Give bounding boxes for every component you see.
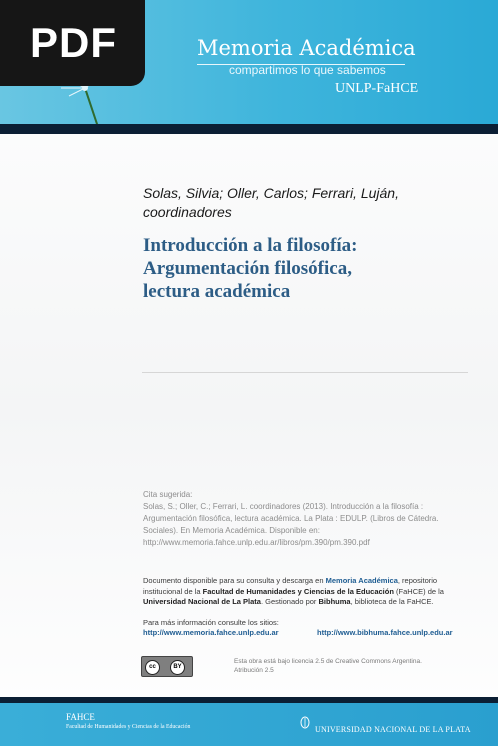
license-line: Esta obra está bajo licencia 2.5 de Creative Commons Argentina.: [234, 658, 422, 665]
citation-line: Solas, S.; Oller, C.; Ferrari, L. coordinadores (2013). Introducción a la filosofía :: [143, 502, 424, 511]
license-text: [234, 657, 474, 675]
memoria-link[interactable]: Memoria Académica: [325, 576, 398, 585]
pdf-badge: [0, 0, 145, 86]
title-line: Introducción a la filosofía:: [143, 235, 358, 256]
fahce-subtitle: Facultad de Humanidades y Ciencias de la Educación: [66, 724, 191, 730]
fahce-logo-text: FAHCE: [66, 712, 95, 722]
title-line: Argumentación filosófica,: [143, 258, 352, 279]
section-divider: [142, 372, 468, 373]
authors-line: Solas, Silvia; Oller, Carlos; Ferrari, Luján,: [143, 185, 399, 201]
citation-line: Argumentación filosófica, lectura académica. La Plata : EDULP. (Libros de Cátedra.: [143, 514, 439, 523]
authors-line: coordinadores: [143, 204, 232, 220]
pdf-badge-label: PDF: [30, 19, 117, 66]
unlp-name: UNIVERSIDAD NACIONAL DE LA PLATA: [315, 725, 471, 734]
attribution-icon: BY: [170, 660, 185, 675]
availability-line: institucional de la Facultad de Humanidades y Ciencias de la Educación (FaHCE) de la: [143, 586, 444, 596]
citation-label: Cita sugerida:: [143, 490, 193, 499]
citation-line: Sociales). En Memoria Académica. Disponible en:: [143, 526, 320, 535]
license-line: Atribución 2.5: [234, 667, 274, 674]
header-stripe: [0, 124, 498, 134]
authors: [143, 184, 463, 222]
availability-line: Documento disponible para su consulta y descarga en Memoria Académica, repositorio: [143, 576, 438, 585]
suggested-citation: [143, 489, 468, 549]
brand-tagline: compartimos lo que sabemos: [229, 63, 386, 77]
availability-note: [143, 576, 478, 608]
unlp-emblem-icon: [300, 716, 310, 729]
title-line: lectura académica: [143, 281, 291, 302]
more-info-label: Para más información consulte los sitios:: [143, 618, 279, 627]
brand-institution: UNLP-FaHCE: [335, 81, 419, 96]
cc-icon: cc: [145, 660, 160, 675]
citation-url[interactable]: http://www.memoria.fahce.unlp.edu.ar/libros/pm.390/pm.390.pdf: [143, 538, 370, 547]
availability-line: Universidad Nacional de La Plata. Gestionado por Bibhuma, biblioteca de la FaHCE.: [143, 597, 434, 606]
document-title: [143, 234, 473, 303]
brand-title: Memoria Académica: [197, 36, 416, 60]
memoria-site-link[interactable]: http://www.memoria.fahce.unlp.edu.ar: [143, 628, 279, 637]
creative-commons-badge[interactable]: [141, 656, 193, 677]
bibhuma-site-link[interactable]: http://www.bibhuma.fahce.unlp.edu.ar: [317, 628, 453, 637]
